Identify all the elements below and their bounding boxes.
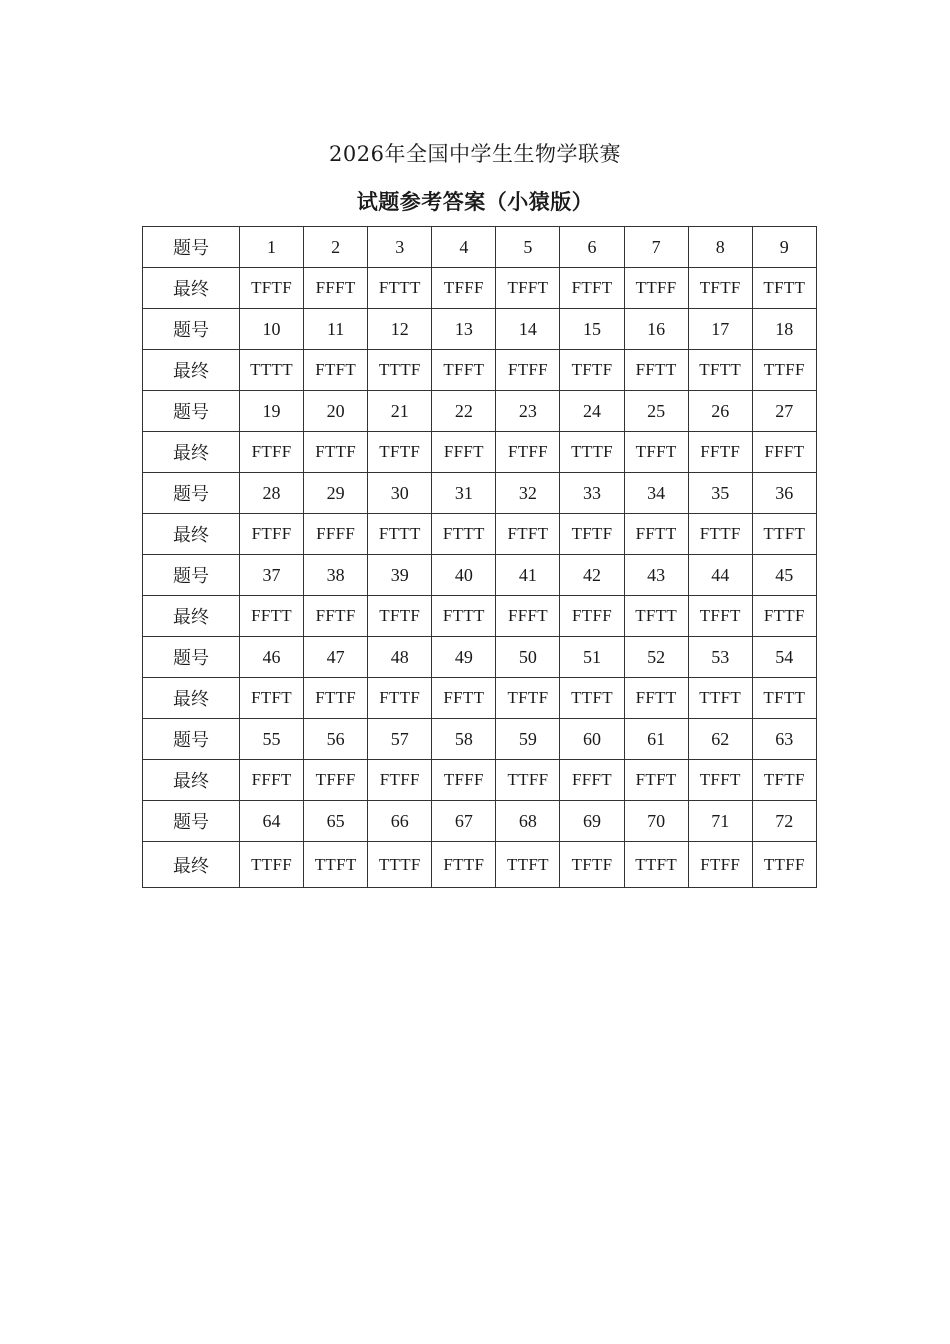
answer-cell: FTTF — [432, 842, 496, 888]
answer-cell: TTTT — [240, 350, 304, 391]
page-subtitle: 试题参考答案（小猿版） — [356, 189, 594, 214]
answer-cell: TTFT — [496, 842, 560, 888]
question-number-cell: 57 — [368, 719, 432, 760]
answer-cell: TTFF — [752, 842, 816, 888]
question-number-cell: 64 — [240, 801, 304, 842]
question-number-cell: 23 — [496, 391, 560, 432]
answer-cell: FFFT — [240, 760, 304, 801]
answer-cell: TTFT — [304, 842, 368, 888]
answer-row — [143, 514, 817, 555]
question-number-cell: 40 — [432, 555, 496, 596]
question-number-cell: 67 — [432, 801, 496, 842]
answer-cell: TFFT — [624, 432, 688, 473]
question-number-cell: 24 — [560, 391, 624, 432]
question-number-cell: 14 — [496, 309, 560, 350]
question-number-cell: 11 — [304, 309, 368, 350]
answer-cell: TFFT — [688, 596, 752, 637]
answer-cell: TFTT — [688, 350, 752, 391]
answer-cell: FFFT — [432, 432, 496, 473]
question-number-cell: 37 — [240, 555, 304, 596]
question-number-cell: 45 — [752, 555, 816, 596]
answer-table-body — [143, 227, 817, 888]
question-number-cell: 3 — [368, 227, 432, 268]
answer-row — [143, 596, 817, 637]
question-number-cell: 68 — [496, 801, 560, 842]
question-number-cell: 13 — [432, 309, 496, 350]
answer-row — [143, 842, 817, 888]
question-number-cell: 42 — [560, 555, 624, 596]
question-number-cell: 43 — [624, 555, 688, 596]
question-number-row — [143, 637, 817, 678]
answer-cell: TTTF — [368, 842, 432, 888]
question-number-row — [143, 801, 817, 842]
question-number-cell: 31 — [432, 473, 496, 514]
answer-cell: FTFT — [496, 514, 560, 555]
answer-cell: TFTF — [496, 678, 560, 719]
answer-row — [143, 678, 817, 719]
question-number-cell: 48 — [368, 637, 432, 678]
answer-cell: TFTF — [240, 268, 304, 309]
answer-cell: FTTF — [368, 678, 432, 719]
question-number-row — [143, 555, 817, 596]
question-number-cell: 53 — [688, 637, 752, 678]
question-row-label: 题号 — [143, 555, 240, 596]
answer-cell: FTTT — [432, 596, 496, 637]
answer-cell: FTTF — [752, 596, 816, 637]
answer-cell: TFTF — [560, 514, 624, 555]
answer-cell: FFTT — [624, 350, 688, 391]
answer-cell: TFFF — [432, 268, 496, 309]
answer-cell: FFFT — [304, 268, 368, 309]
answer-cell: TFTF — [560, 350, 624, 391]
answer-cell: TTFT — [688, 678, 752, 719]
answer-cell: TFTF — [752, 760, 816, 801]
question-number-cell: 56 — [304, 719, 368, 760]
question-number-cell: 65 — [304, 801, 368, 842]
answer-row-label: 最终 — [143, 350, 240, 391]
answer-cell: FFTT — [240, 596, 304, 637]
page-title: 2026年全国中学生生物学联赛 — [329, 142, 621, 166]
question-number-cell: 72 — [752, 801, 816, 842]
answer-cell: FFTF — [304, 596, 368, 637]
answer-cell: FTFF — [368, 760, 432, 801]
question-number-cell: 60 — [560, 719, 624, 760]
answer-cell: FFTT — [432, 678, 496, 719]
question-number-row — [143, 391, 817, 432]
question-number-cell: 70 — [624, 801, 688, 842]
question-number-cell: 54 — [752, 637, 816, 678]
answer-cell: TTFF — [624, 268, 688, 309]
question-number-cell: 6 — [560, 227, 624, 268]
answer-cell: TFFF — [304, 760, 368, 801]
question-number-cell: 12 — [368, 309, 432, 350]
question-number-row — [143, 719, 817, 760]
answer-cell: TFTF — [560, 842, 624, 888]
answer-row-label: 最终 — [143, 268, 240, 309]
answer-cell: FTFF — [560, 596, 624, 637]
answer-cell: TFTF — [368, 596, 432, 637]
answer-cell: FTTF — [688, 514, 752, 555]
question-number-cell: 9 — [752, 227, 816, 268]
question-number-cell: 39 — [368, 555, 432, 596]
answer-cell: FFFF — [304, 514, 368, 555]
question-number-cell: 16 — [624, 309, 688, 350]
answer-cell: FFFT — [752, 432, 816, 473]
question-number-cell: 52 — [624, 637, 688, 678]
answer-cell: TFTF — [688, 268, 752, 309]
question-number-cell: 20 — [304, 391, 368, 432]
question-number-cell: 28 — [240, 473, 304, 514]
question-number-cell: 35 — [688, 473, 752, 514]
answer-cell: FFTT — [624, 514, 688, 555]
question-number-cell: 30 — [368, 473, 432, 514]
question-row-label: 题号 — [143, 801, 240, 842]
question-number-cell: 49 — [432, 637, 496, 678]
answer-cell: TTTF — [560, 432, 624, 473]
question-number-cell: 50 — [496, 637, 560, 678]
answer-cell: FFFT — [496, 596, 560, 637]
question-number-cell: 17 — [688, 309, 752, 350]
answer-row-label: 最终 — [143, 514, 240, 555]
question-number-cell: 47 — [304, 637, 368, 678]
question-number-cell: 46 — [240, 637, 304, 678]
question-number-cell: 63 — [752, 719, 816, 760]
question-number-cell: 1 — [240, 227, 304, 268]
question-number-cell: 4 — [432, 227, 496, 268]
answer-cell: FTTF — [304, 678, 368, 719]
answer-row — [143, 350, 817, 391]
answer-row-label: 最终 — [143, 596, 240, 637]
question-number-cell: 33 — [560, 473, 624, 514]
question-row-label: 题号 — [143, 391, 240, 432]
question-number-cell: 10 — [240, 309, 304, 350]
answer-cell: FTTT — [432, 514, 496, 555]
question-number-cell: 44 — [688, 555, 752, 596]
question-number-cell: 59 — [496, 719, 560, 760]
question-number-row — [143, 227, 817, 268]
answer-cell: TTFT — [752, 514, 816, 555]
answer-cell: TTFF — [752, 350, 816, 391]
answer-cell: FTTF — [304, 432, 368, 473]
answer-cell: FFTT — [624, 678, 688, 719]
question-row-label: 题号 — [143, 309, 240, 350]
answer-table — [142, 226, 817, 888]
question-number-cell: 41 — [496, 555, 560, 596]
question-number-cell: 7 — [624, 227, 688, 268]
question-number-cell: 5 — [496, 227, 560, 268]
answer-row-label: 最终 — [143, 842, 240, 888]
question-row-label: 题号 — [143, 473, 240, 514]
answer-row-label: 最终 — [143, 432, 240, 473]
answer-cell: TFTT — [752, 678, 816, 719]
answer-cell: FTFF — [496, 350, 560, 391]
answer-cell: FTFF — [240, 514, 304, 555]
question-number-cell: 26 — [688, 391, 752, 432]
question-number-cell: 19 — [240, 391, 304, 432]
answer-cell: TTTF — [368, 350, 432, 391]
answer-cell: TFFF — [432, 760, 496, 801]
answer-row-label: 最终 — [143, 678, 240, 719]
question-number-cell: 15 — [560, 309, 624, 350]
question-number-cell: 66 — [368, 801, 432, 842]
answer-row — [143, 268, 817, 309]
answer-cell: FTFF — [240, 432, 304, 473]
question-number-cell: 29 — [304, 473, 368, 514]
question-number-cell: 25 — [624, 391, 688, 432]
answer-cell: FTFT — [240, 678, 304, 719]
answer-cell: FTFF — [688, 842, 752, 888]
question-number-cell: 22 — [432, 391, 496, 432]
question-row-label: 题号 — [143, 719, 240, 760]
answer-cell: TFTF — [368, 432, 432, 473]
question-number-cell: 36 — [752, 473, 816, 514]
answer-cell: FTFT — [560, 268, 624, 309]
answer-cell: TTFT — [560, 678, 624, 719]
question-row-label: 题号 — [143, 227, 240, 268]
answer-cell: FTTT — [368, 514, 432, 555]
question-row-label: 题号 — [143, 637, 240, 678]
answer-row — [143, 432, 817, 473]
question-number-cell: 38 — [304, 555, 368, 596]
question-number-cell: 21 — [368, 391, 432, 432]
answer-cell: FTFT — [304, 350, 368, 391]
answer-cell: TFTT — [624, 596, 688, 637]
question-number-cell: 2 — [304, 227, 368, 268]
question-number-cell: 71 — [688, 801, 752, 842]
question-number-cell: 8 — [688, 227, 752, 268]
question-number-cell: 51 — [560, 637, 624, 678]
answer-cell: FTFF — [496, 432, 560, 473]
answer-cell: TTFF — [496, 760, 560, 801]
answer-row-label: 最终 — [143, 760, 240, 801]
answer-cell: TFFT — [496, 268, 560, 309]
question-number-cell: 62 — [688, 719, 752, 760]
answer-cell: TTFT — [624, 842, 688, 888]
question-number-cell: 55 — [240, 719, 304, 760]
answer-cell: TFFT — [688, 760, 752, 801]
question-number-cell: 69 — [560, 801, 624, 842]
question-number-cell: 34 — [624, 473, 688, 514]
question-number-cell: 58 — [432, 719, 496, 760]
question-number-row — [143, 473, 817, 514]
question-number-cell: 27 — [752, 391, 816, 432]
question-number-cell: 18 — [752, 309, 816, 350]
question-number-cell: 32 — [496, 473, 560, 514]
answer-row — [143, 760, 817, 801]
answer-cell: TTFF — [240, 842, 304, 888]
question-number-cell: 61 — [624, 719, 688, 760]
answer-cell: FFFT — [560, 760, 624, 801]
answer-cell: FTFT — [624, 760, 688, 801]
answer-cell: TFFT — [432, 350, 496, 391]
answer-cell: TFTT — [752, 268, 816, 309]
question-number-row — [143, 309, 817, 350]
answer-cell: FTTT — [368, 268, 432, 309]
answer-cell: FFTF — [688, 432, 752, 473]
